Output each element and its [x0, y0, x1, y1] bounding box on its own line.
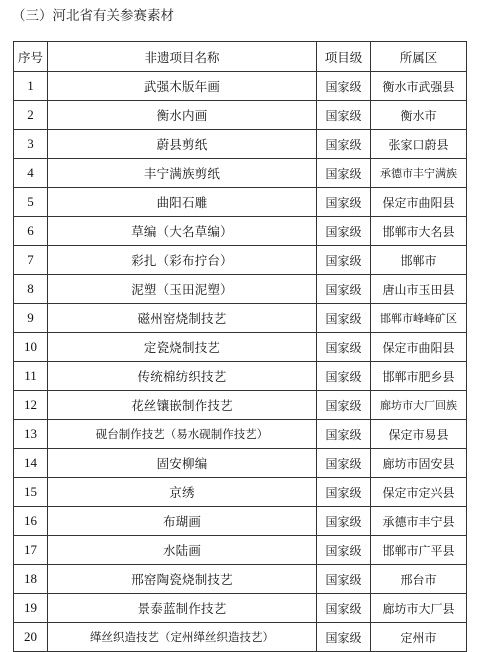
- project-area: 保定市曲阳县: [371, 333, 467, 362]
- table-row: [14, 362, 467, 391]
- project-area: 邯郸市肥乡县: [371, 362, 467, 391]
- row-number: 5: [14, 188, 48, 217]
- row-number: 12: [14, 391, 48, 420]
- project-level: 国家级: [317, 594, 371, 623]
- project-level: 国家级: [317, 72, 371, 101]
- row-number: 14: [14, 449, 48, 478]
- project-level: 国家级: [317, 362, 371, 391]
- project-level: 国家级: [317, 304, 371, 333]
- project-name: 景泰蓝制作技艺: [48, 594, 317, 623]
- project-name: 曲阳石雕: [48, 188, 317, 217]
- table-row: [14, 72, 467, 101]
- project-area: 邯郸市广平县: [371, 536, 467, 565]
- project-level: 国家级: [317, 188, 371, 217]
- project-area: 定州市: [371, 623, 467, 652]
- project-name: 武强木版年画: [48, 72, 317, 101]
- project-level: 国家级: [317, 565, 371, 594]
- row-number: 20: [14, 623, 48, 652]
- project-level: 国家级: [317, 507, 371, 536]
- project-area: 张家口蔚县: [371, 130, 467, 159]
- row-number: 4: [14, 159, 48, 188]
- project-name: 布瑚画: [48, 507, 317, 536]
- row-number: 16: [14, 507, 48, 536]
- project-name: 砚台制作技艺（易水砚制作技艺）: [48, 420, 317, 449]
- table-row: [14, 217, 467, 246]
- row-number: 11: [14, 362, 48, 391]
- project-level: 国家级: [317, 159, 371, 188]
- project-level: 国家级: [317, 275, 371, 304]
- project-name: 水陆画: [48, 536, 317, 565]
- project-level: 国家级: [317, 420, 371, 449]
- table-row: [14, 304, 467, 333]
- row-number: 7: [14, 246, 48, 275]
- project-area: 邯郸市峰峰矿区: [371, 304, 467, 333]
- table-row: [14, 246, 467, 275]
- table-row: [14, 333, 467, 362]
- table-body: [14, 72, 467, 652]
- row-number: 10: [14, 333, 48, 362]
- row-number: 9: [14, 304, 48, 333]
- project-area: 廊坊市大厂回族: [371, 391, 467, 420]
- row-number: 3: [14, 130, 48, 159]
- table-row: [14, 159, 467, 188]
- project-name: 彩扎（彩布拧台）: [48, 246, 317, 275]
- project-level: 国家级: [317, 536, 371, 565]
- project-level: 国家级: [317, 333, 371, 362]
- table-row: [14, 449, 467, 478]
- row-number: 8: [14, 275, 48, 304]
- project-area: 衡水市武强县: [371, 72, 467, 101]
- project-area: 邯郸市大名县: [371, 217, 467, 246]
- table-row: [14, 565, 467, 594]
- project-area: 保定市易县: [371, 420, 467, 449]
- project-name: 衡水内画: [48, 101, 317, 130]
- table-row: [14, 594, 467, 623]
- project-name: 邢窑陶瓷烧制技艺: [48, 565, 317, 594]
- heritage-table: [13, 41, 467, 652]
- project-level: 国家级: [317, 101, 371, 130]
- project-level: 国家级: [317, 130, 371, 159]
- project-area: 廊坊市固安县: [371, 449, 467, 478]
- project-name: 花丝镶嵌制作技艺: [48, 391, 317, 420]
- table-header-row: [14, 42, 467, 72]
- header-area: 所属区: [371, 42, 467, 72]
- project-level: 国家级: [317, 217, 371, 246]
- table-row: [14, 391, 467, 420]
- project-name: 蔚县剪纸: [48, 130, 317, 159]
- table-row: [14, 130, 467, 159]
- table-row: [14, 536, 467, 565]
- row-number: 1: [14, 72, 48, 101]
- project-area: 保定市定兴县: [371, 478, 467, 507]
- project-area: 邯郸市: [371, 246, 467, 275]
- row-number: 13: [14, 420, 48, 449]
- project-area: 承德市丰宁满族: [371, 159, 467, 188]
- project-level: 国家级: [317, 391, 371, 420]
- project-name: 丰宁满族剪纸: [48, 159, 317, 188]
- project-level: 国家级: [317, 449, 371, 478]
- project-name: 磁州窑烧制技艺: [48, 304, 317, 333]
- table-row: [14, 188, 467, 217]
- project-level: 国家级: [317, 246, 371, 275]
- project-name: 定瓷烧制技艺: [48, 333, 317, 362]
- project-area: 邢台市: [371, 565, 467, 594]
- project-area: 衡水市: [371, 101, 467, 130]
- project-level: 国家级: [317, 478, 371, 507]
- row-number: 19: [14, 594, 48, 623]
- project-name: 固安柳编: [48, 449, 317, 478]
- project-name: 草编（大名草编）: [48, 217, 317, 246]
- row-number: 17: [14, 536, 48, 565]
- header-no: 序号: [14, 42, 48, 72]
- project-area: 廊坊市大厂县: [371, 594, 467, 623]
- project-name: 京绣: [48, 478, 317, 507]
- table-row: [14, 478, 467, 507]
- table-row: [14, 623, 467, 652]
- project-level: 国家级: [317, 623, 371, 652]
- header-name: 非遗项目名称: [48, 42, 317, 72]
- header-level: 项目级: [317, 42, 371, 72]
- table-row: [14, 507, 467, 536]
- project-name: 泥塑（玉田泥塑）: [48, 275, 317, 304]
- table-row: [14, 420, 467, 449]
- row-number: 15: [14, 478, 48, 507]
- project-name: 传统棉纺织技艺: [48, 362, 317, 391]
- table-row: [14, 101, 467, 130]
- row-number: 2: [14, 101, 48, 130]
- project-area: 保定市曲阳县: [371, 188, 467, 217]
- table-row: [14, 275, 467, 304]
- row-number: 18: [14, 565, 48, 594]
- project-area: 承德市丰宁县: [371, 507, 467, 536]
- project-area: 唐山市玉田县: [371, 275, 467, 304]
- project-name: 缂丝织造技艺（定州缂丝织造技艺）: [48, 623, 317, 652]
- section-heading: （三）河北省有关参赛素材: [12, 8, 174, 24]
- row-number: 6: [14, 217, 48, 246]
